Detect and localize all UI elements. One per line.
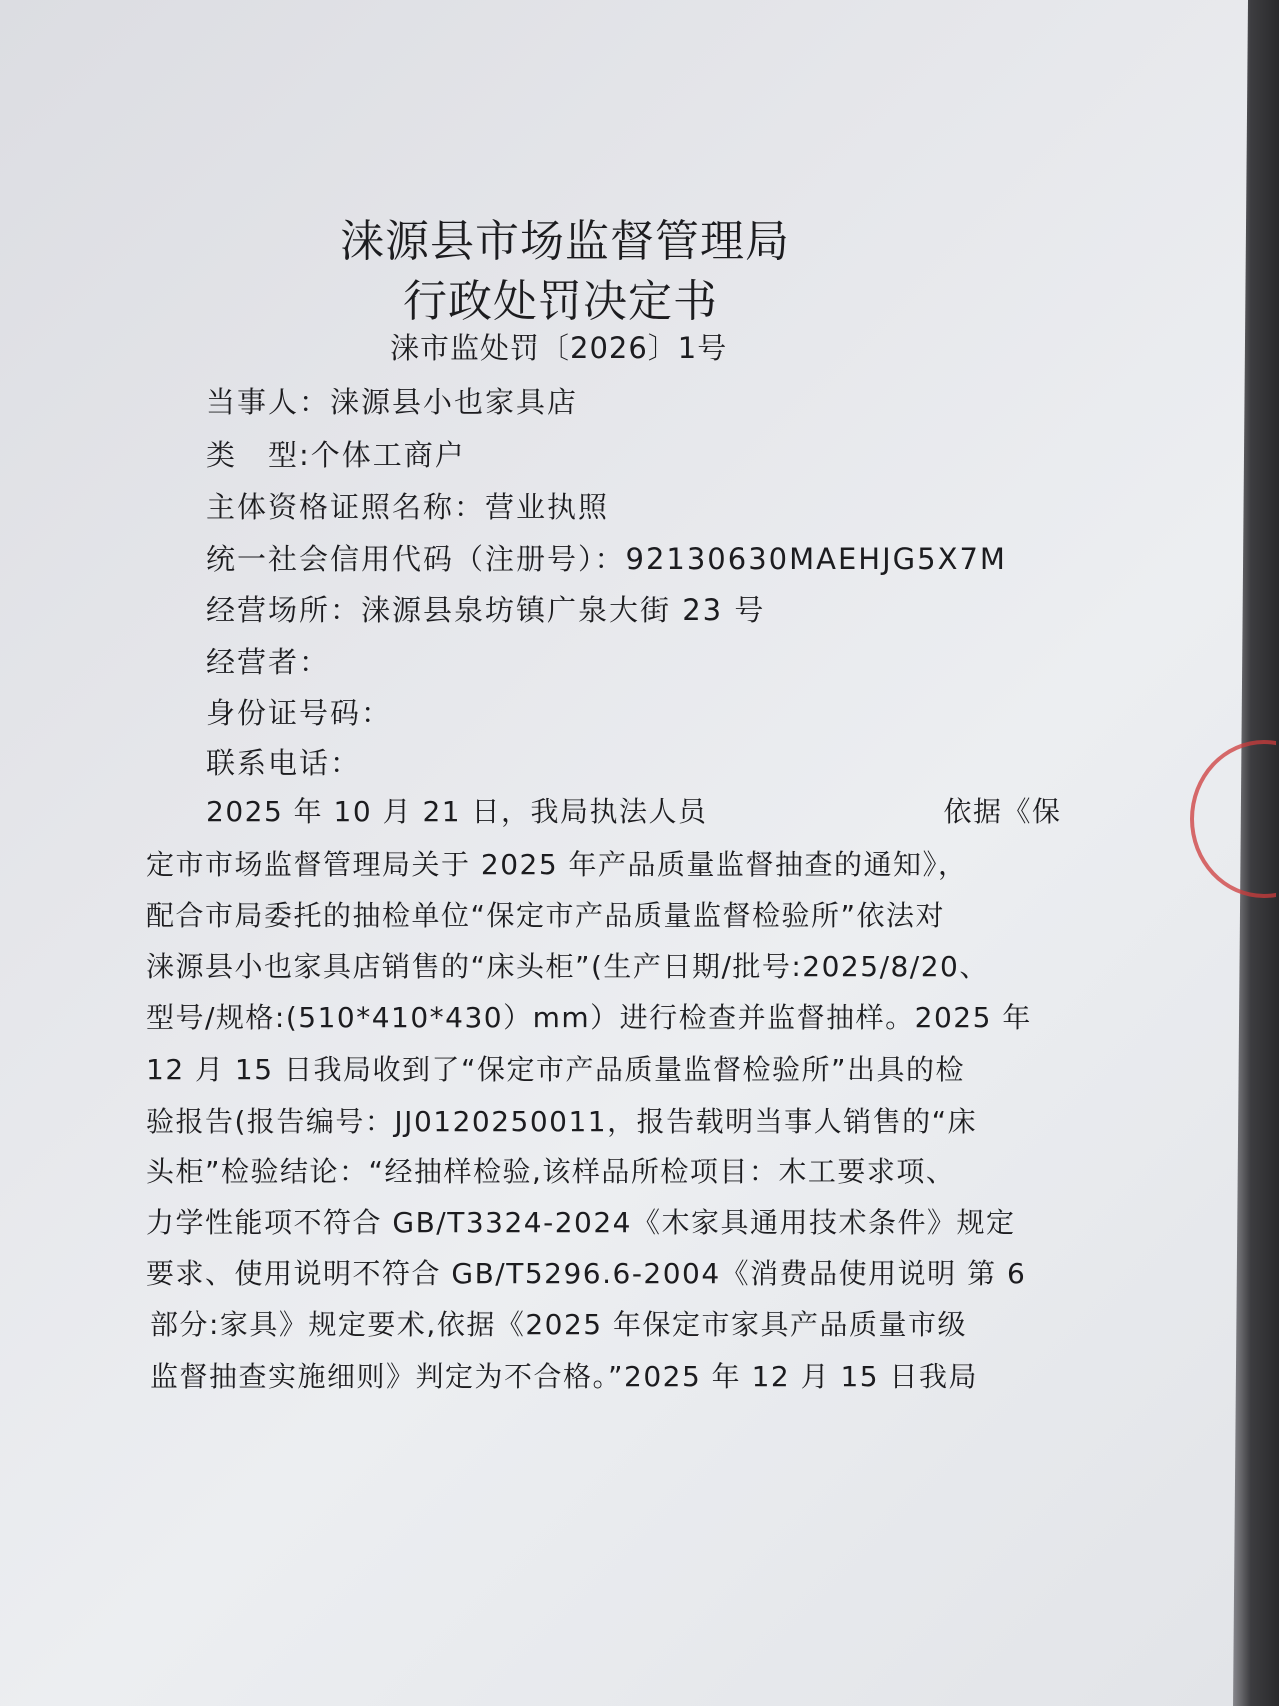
body-line: 力学性能项不符合 GB/T3324-2024《木家具通用技术条件》规定	[146, 1206, 1016, 1239]
body-line: 要求、使用说明不符合 GB/T5296.6-2004《消费品使用说明 第 6	[146, 1257, 1027, 1290]
body-line: 部分:家具》规定要术,依据《2025 年保定市家具产品质量市级	[150, 1308, 967, 1341]
body-line: 型号/规格:(510*410*430）mm）进行检查并监督抽样。2025 年	[146, 1001, 1032, 1034]
body-line: 2025 年 10 月 21 日，我局执法人员 依据《保	[206, 795, 1062, 828]
body-line: 定市市场监督管理局关于 2025 年产品质量监督抽查的通知》，	[146, 848, 968, 881]
body-line: 涞源县小也家具店销售的“床头柜”(生产日期/批号:2025/8/20、	[146, 950, 989, 983]
field-operator: 经营者：	[206, 645, 331, 679]
document-title-line1: 涞源县市场监督管理局	[340, 216, 790, 267]
field-id-number: 身份证号码：	[206, 696, 393, 730]
body-line: 头柜”检验结论：“经抽样检验,该样品所检项目：木工要求项、	[146, 1155, 956, 1188]
field-phone: 联系电话：	[206, 746, 362, 780]
body-line: 验报告(报告编号：JJ0120250011，报告载明当事人销售的“床	[146, 1105, 978, 1138]
document-title-line2: 行政处罚决定书	[403, 276, 718, 327]
field-business-address: 经营场所：涞源县泉坊镇广泉大街 23 号	[206, 593, 766, 627]
field-credit-code: 统一社会信用代码（注册号）：92130630MAEHJG5X7M	[206, 542, 1007, 576]
body-line: 监督抽查实施细则》判定为不合格。”2025 年 12 月 15 日我局	[150, 1360, 979, 1393]
body-line: 12 月 15 日我局收到了“保定市产品质量监督检验所”出具的检	[146, 1053, 965, 1086]
field-license-name: 主体资格证照名称：营业执照	[206, 490, 610, 524]
field-party: 当事人：涞源县小也家具店	[206, 385, 579, 419]
field-type: 类 型:个体工商户	[206, 438, 466, 472]
body-line: 配合市局委托的抽检单位“保定市产品质量监督检验所”依法对	[146, 899, 946, 932]
document-number: 涞市监处罚〔2026〕1号	[390, 331, 728, 365]
